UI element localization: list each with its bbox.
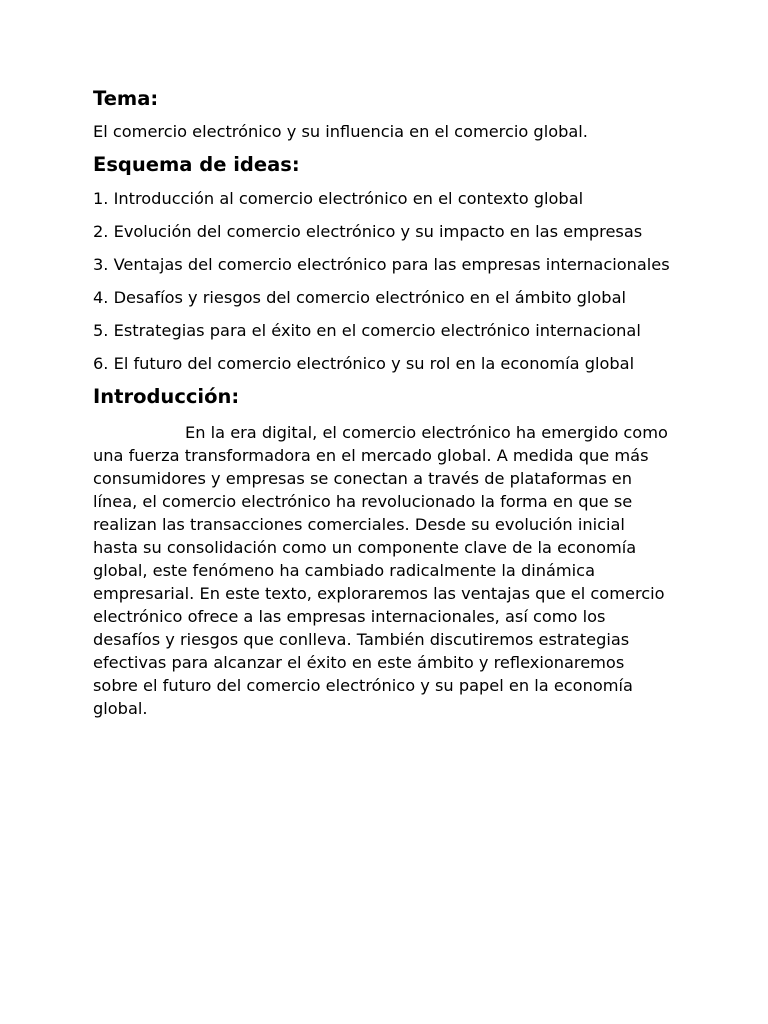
outline-item-1: 1. Introducción al comercio electrónico en el contexto global xyxy=(93,189,584,208)
tema-heading: Tema: xyxy=(93,87,159,110)
outline-item-3: 3. Ventajas del comercio electrónico para las empresas internacionales xyxy=(93,255,670,274)
outline-list xyxy=(93,187,673,375)
outline-item-5: 5. Estrategias para el éxito en el comercio electrónico internacional xyxy=(93,321,641,340)
esquema-heading: Esquema de ideas: xyxy=(93,153,300,176)
intro-heading: Introducción: xyxy=(93,385,240,408)
tema-text: El comercio electrónico y su influencia en el comercio global. xyxy=(93,122,588,141)
outline-item-4: 4. Desafíos y riesgos del comercio electrónico en el ámbito global xyxy=(93,288,626,307)
outline-item-6: 6. El futuro del comercio electrónico y su rol en la economía global xyxy=(93,354,635,373)
outline-item-2: 2. Evolución del comercio electrónico y su impacto en las empresas xyxy=(93,222,643,241)
document-content xyxy=(93,86,673,720)
intro-paragraph: En la era digital, el comercio electrónico ha emergido como una fuerza transformadora en el mercado global. A medida que más consumidores y empresas se conectan a través de plataformas en línea, el comercio electrónico ha revolucionado la forma en que se realizan las transacciones comerciales. Desde su evolución inicial hasta su consolidación como un componente clave de la economía global, este fenómeno ha cambiado radicalmente la dinámica empresarial. En este texto, exploraremos las ventajas que el comercio electrónico ofrece a las empresas internacionales, así como los desafíos y riesgos que conlleva. También discutiremos estrategias efectivas para alcanzar el éxito en este ámbito y reflexionaremos sobre el futuro del comercio electrónico y su papel en la economía global. xyxy=(93,423,668,718)
